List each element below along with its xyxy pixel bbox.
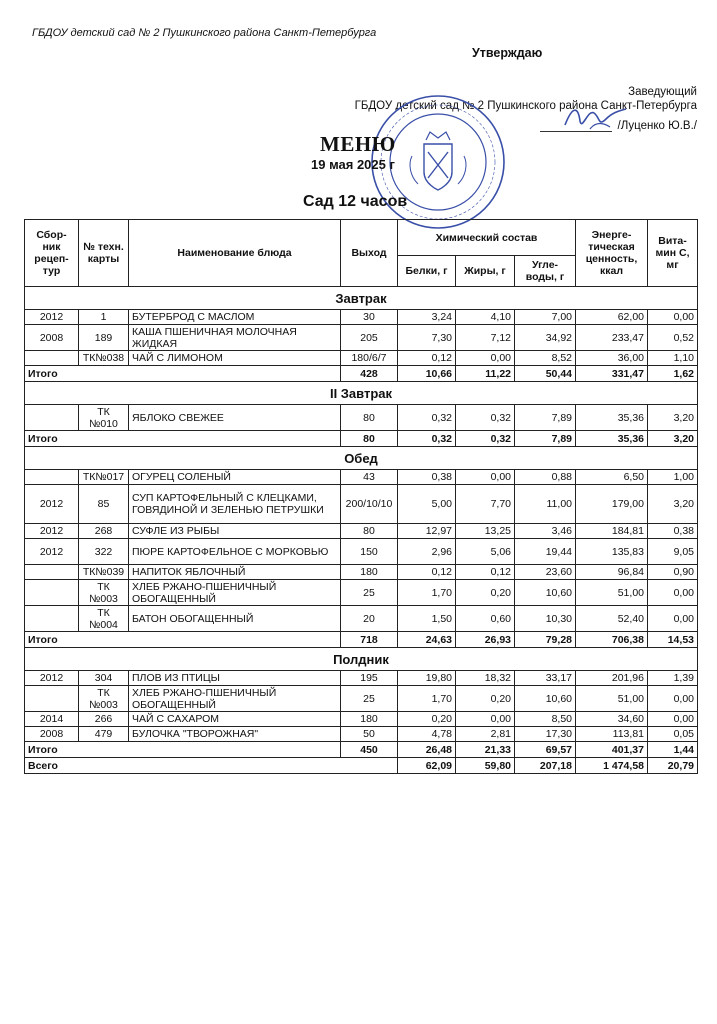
- energy-cell: 52,40: [576, 606, 648, 632]
- fat-cell: 4,10: [456, 310, 515, 325]
- section-name: Обед: [25, 447, 698, 470]
- page-title: МЕНЮ: [320, 132, 396, 156]
- total-fat-cell: 11,22: [456, 366, 515, 382]
- dish-name-cell: ПЮРЕ КАРТОФЕЛЬНОЕ С МОРКОВЬЮ: [129, 539, 341, 565]
- dish-name-cell: ЯБЛОКО СВЕЖЕЕ: [129, 405, 341, 431]
- grand-energy-cell: 1 474,58: [576, 758, 648, 774]
- carbs-cell: 19,44: [515, 539, 576, 565]
- protein-cell: 1,50: [398, 606, 456, 632]
- energy-cell: 113,81: [576, 727, 648, 742]
- dish-name-cell: БАТОН ОБОГАЩЕННЫЙ: [129, 606, 341, 632]
- energy-cell: 233,47: [576, 325, 648, 351]
- energy-cell: 179,00: [576, 485, 648, 524]
- vitamin-c-cell: 0,00: [648, 712, 698, 727]
- protein-cell: 0,20: [398, 712, 456, 727]
- protein-cell: 7,30: [398, 325, 456, 351]
- section-header: [25, 382, 698, 405]
- section-header: [25, 648, 698, 671]
- approve-label: Утверждаю: [472, 46, 543, 60]
- recipe-collection-cell: 2012: [25, 524, 79, 539]
- fat-cell: 0,20: [456, 580, 515, 606]
- recipe-collection-cell: [25, 686, 79, 712]
- vitamin-c-cell: 3,20: [648, 485, 698, 524]
- total-energy-cell: 706,38: [576, 632, 648, 648]
- protein-cell: 0,12: [398, 565, 456, 580]
- vitamin-c-cell: 1,00: [648, 470, 698, 485]
- protein-cell: 2,96: [398, 539, 456, 565]
- vitamin-c-cell: 9,05: [648, 539, 698, 565]
- col-fat: Жиры, г: [456, 256, 515, 287]
- fat-cell: 0,00: [456, 712, 515, 727]
- signer-name: /Луценко Ю.В./: [617, 120, 697, 132]
- carbs-cell: 0,88: [515, 470, 576, 485]
- table-row: [25, 470, 698, 485]
- output-cell: 20: [341, 606, 398, 632]
- recipe-collection-cell: [25, 606, 79, 632]
- energy-cell: 201,96: [576, 671, 648, 686]
- fat-cell: 7,70: [456, 485, 515, 524]
- col-tech-card: № техн. карты: [79, 220, 129, 287]
- dish-name-cell: БУЛОЧКА "ТВОРОЖНАЯ": [129, 727, 341, 742]
- dish-name-cell: ПЛОВ ИЗ ПТИЦЫ: [129, 671, 341, 686]
- dish-name-cell: ХЛЕБ РЖАНО-ПШЕНИЧНЫЙ ОБОГАЩЕННЫЙ: [129, 580, 341, 606]
- energy-cell: 184,81: [576, 524, 648, 539]
- table-row: [25, 727, 698, 742]
- fat-cell: 0,00: [456, 470, 515, 485]
- section-name: Завтрак: [25, 287, 698, 310]
- dish-name-cell: ЧАЙ С ЛИМОНОМ: [129, 351, 341, 366]
- section-total-row: [25, 366, 698, 382]
- total-energy-cell: 35,36: [576, 431, 648, 447]
- energy-cell: 135,83: [576, 539, 648, 565]
- table-row: [25, 671, 698, 686]
- total-output-cell: 718: [341, 632, 398, 648]
- output-cell: 180/6/7: [341, 351, 398, 366]
- total-label: Итого: [25, 742, 341, 758]
- tech-card-cell: ТК №003: [79, 686, 129, 712]
- energy-cell: 34,60: [576, 712, 648, 727]
- total-protein-cell: 26,48: [398, 742, 456, 758]
- recipe-collection-cell: 2014: [25, 712, 79, 727]
- fat-cell: 5,06: [456, 539, 515, 565]
- total-fat-cell: 0,32: [456, 431, 515, 447]
- dish-name-cell: СУП КАРТОФЕЛЬНЫЙ С КЛЕЦКАМИ, ГОВЯДИНОЙ И ЗЕЛЕНЬЮ ПЕТРУШКИ: [129, 485, 341, 524]
- tech-card-cell: ТК №004: [79, 606, 129, 632]
- energy-cell: 51,00: [576, 580, 648, 606]
- tech-card-cell: 85: [79, 485, 129, 524]
- table-row: [25, 712, 698, 727]
- table-row: [25, 606, 698, 632]
- recipe-collection-cell: [25, 565, 79, 580]
- tech-card-cell: ТК №003: [79, 580, 129, 606]
- energy-cell: 36,00: [576, 351, 648, 366]
- dish-name-cell: ОГУРЕЦ СОЛЕНЫЙ: [129, 470, 341, 485]
- grand-vitamin-cell: 20,79: [648, 758, 698, 774]
- total-fat-cell: 21,33: [456, 742, 515, 758]
- recipe-collection-cell: 2012: [25, 539, 79, 565]
- carbs-cell: 33,17: [515, 671, 576, 686]
- total-output-cell: 80: [341, 431, 398, 447]
- col-dish: Наименование блюда: [129, 220, 341, 287]
- protein-cell: 0,32: [398, 405, 456, 431]
- output-cell: 80: [341, 524, 398, 539]
- tech-card-cell: 268: [79, 524, 129, 539]
- tech-card-cell: 304: [79, 671, 129, 686]
- carbs-cell: 23,60: [515, 565, 576, 580]
- col-protein: Белки, г: [398, 256, 456, 287]
- table-row: [25, 524, 698, 539]
- grand-fat-cell: 59,80: [456, 758, 515, 774]
- table-row: [25, 310, 698, 325]
- carbs-cell: 8,50: [515, 712, 576, 727]
- protein-cell: 0,12: [398, 351, 456, 366]
- tech-card-cell: 266: [79, 712, 129, 727]
- carbs-cell: 34,92: [515, 325, 576, 351]
- tech-card-cell: 479: [79, 727, 129, 742]
- table-row: [25, 325, 698, 351]
- output-cell: 200/10/10: [341, 485, 398, 524]
- output-cell: 80: [341, 405, 398, 431]
- section-header: [25, 447, 698, 470]
- tech-card-cell: 189: [79, 325, 129, 351]
- table-row: [25, 485, 698, 524]
- table-row: [25, 686, 698, 712]
- total-label: Итого: [25, 431, 341, 447]
- table-row: [25, 405, 698, 431]
- fat-cell: 13,25: [456, 524, 515, 539]
- recipe-collection-cell: [25, 405, 79, 431]
- protein-cell: 12,97: [398, 524, 456, 539]
- organization-header: ГБДОУ детский сад № 2 Пушкинского района Санкт-Петербурга: [32, 27, 377, 39]
- section-header: [25, 287, 698, 310]
- group-title: Сад 12 часов: [303, 193, 408, 210]
- table-row: [25, 565, 698, 580]
- recipe-collection-cell: 2008: [25, 325, 79, 351]
- tech-card-cell: 322: [79, 539, 129, 565]
- grand-protein-cell: 62,09: [398, 758, 456, 774]
- dish-name-cell: НАПИТОК ЯБЛОЧНЫЙ: [129, 565, 341, 580]
- vitamin-c-cell: 0,05: [648, 727, 698, 742]
- protein-cell: 4,78: [398, 727, 456, 742]
- recipe-collection-cell: 2008: [25, 727, 79, 742]
- vitamin-c-cell: 0,00: [648, 310, 698, 325]
- vitamin-c-cell: 0,00: [648, 580, 698, 606]
- organization-name: ГБДОУ детский сад № 2 Пушкинского района Санкт-Петербурга: [354, 100, 697, 112]
- vitamin-c-cell: 3,20: [648, 405, 698, 431]
- col-output: Выход: [341, 220, 398, 287]
- col-collection: Сбор-ник рецеп-тур: [25, 220, 79, 287]
- output-cell: 25: [341, 580, 398, 606]
- total-vitamin-cell: 3,20: [648, 431, 698, 447]
- total-energy-cell: 401,37: [576, 742, 648, 758]
- fat-cell: 0,32: [456, 405, 515, 431]
- menu-table: [24, 219, 698, 774]
- vitamin-c-cell: 0,38: [648, 524, 698, 539]
- vitamin-c-cell: 0,00: [648, 686, 698, 712]
- fat-cell: 0,20: [456, 686, 515, 712]
- dish-name-cell: БУТЕРБРОД С МАСЛОМ: [129, 310, 341, 325]
- carbs-cell: 7,89: [515, 405, 576, 431]
- tech-card-cell: ТК№038: [79, 351, 129, 366]
- vitamin-c-cell: 0,52: [648, 325, 698, 351]
- col-vitamin: Вита-мин С, мг: [648, 220, 698, 287]
- total-label: Итого: [25, 632, 341, 648]
- fat-cell: 7,12: [456, 325, 515, 351]
- table-row: [25, 351, 698, 366]
- output-cell: 180: [341, 565, 398, 580]
- total-fat-cell: 26,93: [456, 632, 515, 648]
- total-protein-cell: 0,32: [398, 431, 456, 447]
- total-carbs-cell: 50,44: [515, 366, 576, 382]
- total-energy-cell: 331,47: [576, 366, 648, 382]
- recipe-collection-cell: [25, 351, 79, 366]
- menu-date: 19 мая 2025 г: [311, 157, 395, 172]
- output-cell: 180: [341, 712, 398, 727]
- grand-carbs-cell: 207,18: [515, 758, 576, 774]
- vitamin-c-cell: 1,39: [648, 671, 698, 686]
- total-label: Итого: [25, 366, 341, 382]
- fat-cell: 18,32: [456, 671, 515, 686]
- total-carbs-cell: 69,57: [515, 742, 576, 758]
- section-name: II Завтрак: [25, 382, 698, 405]
- recipe-collection-cell: [25, 580, 79, 606]
- output-cell: 50: [341, 727, 398, 742]
- energy-cell: 6,50: [576, 470, 648, 485]
- total-protein-cell: 24,63: [398, 632, 456, 648]
- protein-cell: 0,38: [398, 470, 456, 485]
- carbs-cell: 3,46: [515, 524, 576, 539]
- dish-name-cell: ЧАЙ С САХАРОМ: [129, 712, 341, 727]
- col-carbs: Угле-воды, г: [515, 256, 576, 287]
- vitamin-c-cell: 0,00: [648, 606, 698, 632]
- grand-total-label: Всего: [25, 758, 398, 774]
- recipe-collection-cell: 2012: [25, 485, 79, 524]
- energy-cell: 62,00: [576, 310, 648, 325]
- protein-cell: 1,70: [398, 580, 456, 606]
- output-cell: 30: [341, 310, 398, 325]
- protein-cell: 1,70: [398, 686, 456, 712]
- output-cell: 195: [341, 671, 398, 686]
- total-output-cell: 428: [341, 366, 398, 382]
- total-carbs-cell: 79,28: [515, 632, 576, 648]
- signature-mark: [560, 101, 630, 133]
- tech-card-cell: 1: [79, 310, 129, 325]
- output-cell: 25: [341, 686, 398, 712]
- carbs-cell: 10,60: [515, 580, 576, 606]
- energy-cell: 51,00: [576, 686, 648, 712]
- carbs-cell: 17,30: [515, 727, 576, 742]
- output-cell: 205: [341, 325, 398, 351]
- recipe-collection-cell: 2012: [25, 671, 79, 686]
- menu-body: [25, 287, 698, 774]
- carbs-cell: 8,52: [515, 351, 576, 366]
- fat-cell: 0,12: [456, 565, 515, 580]
- protein-cell: 5,00: [398, 485, 456, 524]
- tech-card-cell: ТК №010: [79, 405, 129, 431]
- total-vitamin-cell: 1,44: [648, 742, 698, 758]
- col-energy: Энерге-тическая ценность, ккал: [576, 220, 648, 287]
- output-cell: 43: [341, 470, 398, 485]
- dish-name-cell: КАША ПШЕНИЧНАЯ МОЛОЧНАЯ ЖИДКАЯ: [129, 325, 341, 351]
- recipe-collection-cell: [25, 470, 79, 485]
- section-total-row: [25, 632, 698, 648]
- carbs-cell: 7,00: [515, 310, 576, 325]
- total-vitamin-cell: 1,62: [648, 366, 698, 382]
- energy-cell: 96,84: [576, 565, 648, 580]
- table-row: [25, 539, 698, 565]
- fat-cell: 2,81: [456, 727, 515, 742]
- protein-cell: 3,24: [398, 310, 456, 325]
- fat-cell: 0,60: [456, 606, 515, 632]
- section-name: Полдник: [25, 648, 698, 671]
- energy-cell: 35,36: [576, 405, 648, 431]
- grand-total-row: [25, 758, 698, 774]
- vitamin-c-cell: 1,10: [648, 351, 698, 366]
- head-title: Заведующий: [628, 86, 697, 98]
- fat-cell: 0,00: [456, 351, 515, 366]
- vitamin-c-cell: 0,90: [648, 565, 698, 580]
- recipe-collection-cell: 2012: [25, 310, 79, 325]
- section-total-row: [25, 431, 698, 447]
- dish-name-cell: СУФЛЕ ИЗ РЫБЫ: [129, 524, 341, 539]
- tech-card-cell: ТК№017: [79, 470, 129, 485]
- protein-cell: 19,80: [398, 671, 456, 686]
- output-cell: 150: [341, 539, 398, 565]
- tech-card-cell: ТК№039: [79, 565, 129, 580]
- carbs-cell: 11,00: [515, 485, 576, 524]
- total-vitamin-cell: 14,53: [648, 632, 698, 648]
- carbs-cell: 10,30: [515, 606, 576, 632]
- total-protein-cell: 10,66: [398, 366, 456, 382]
- total-output-cell: 450: [341, 742, 398, 758]
- col-chem: Химический состав: [398, 220, 576, 256]
- section-total-row: [25, 742, 698, 758]
- carbs-cell: 10,60: [515, 686, 576, 712]
- total-carbs-cell: 7,89: [515, 431, 576, 447]
- dish-name-cell: ХЛЕБ РЖАНО-ПШЕНИЧНЫЙ ОБОГАЩЕННЫЙ: [129, 686, 341, 712]
- table-row: [25, 580, 698, 606]
